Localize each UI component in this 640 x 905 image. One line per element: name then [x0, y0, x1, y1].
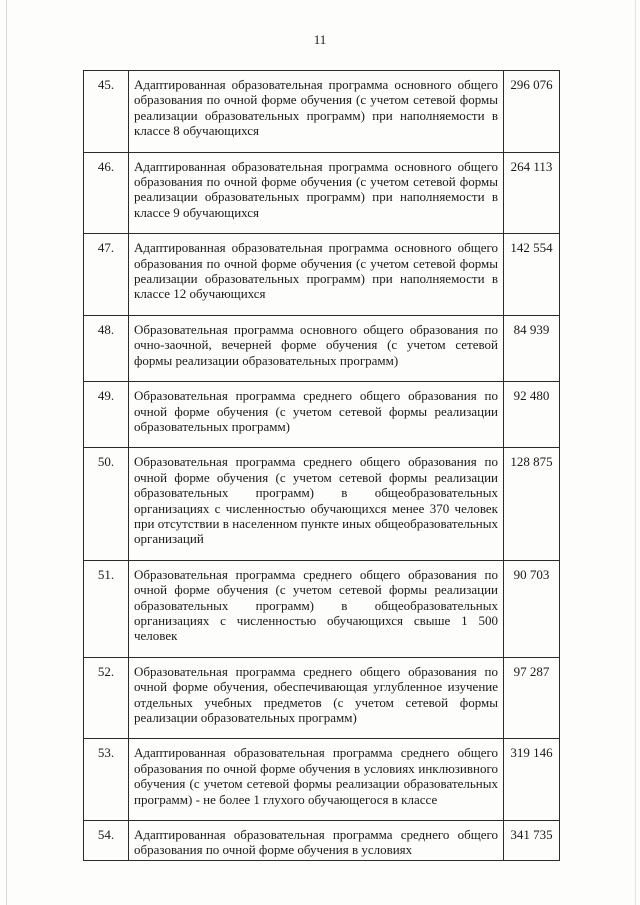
row-number: 47.: [84, 234, 129, 316]
cost-value: 264 113: [504, 152, 560, 234]
table-row: [84, 739, 560, 821]
cost-value: 97 287: [504, 657, 560, 739]
cost-value: 90 703: [504, 560, 560, 657]
cost-value: 92 480: [504, 382, 560, 448]
program-description: Образовательная программа среднего общего образования по очной форме обучения (с учетом сетевой формы реализации образовательных программ) в общеобразовательных организациях с численностью обучающихся свыше 1 500 человек: [129, 560, 504, 657]
row-number: 52.: [84, 657, 129, 739]
scan-edge-right: [635, 0, 636, 905]
table-row: [84, 657, 560, 739]
cost-value: 341 735: [504, 821, 560, 861]
row-number: 46.: [84, 152, 129, 234]
table-row: [84, 152, 560, 234]
cost-value: 296 076: [504, 71, 560, 153]
table-row: [84, 71, 560, 153]
program-description: Адаптированная образовательная программа среднего общего образования по очной форме обучения в условиях инклюзивного обучения (с учетом сетевой формы реализации образовательных программ) - не более 1 глухого обучающегося в классе: [129, 739, 504, 821]
row-number: 49.: [84, 382, 129, 448]
page-number: 11: [313, 32, 327, 47]
row-number: 53.: [84, 739, 129, 821]
row-number: 54.: [84, 821, 129, 861]
table-row: [84, 448, 560, 560]
table-row: [84, 560, 560, 657]
program-description: Образовательная программа основного общего образования по очно-заочной, вечерней форме обучения (с учетом сетевой формы реализации образовательных программ): [129, 315, 504, 381]
row-number: 48.: [84, 315, 129, 381]
tariff-table: [83, 70, 560, 861]
cost-value: 142 554: [504, 234, 560, 316]
row-number: 50.: [84, 448, 129, 560]
table-row: [84, 821, 560, 861]
program-description: Адаптированная образовательная программа основного общего образования по очной форме обучения (с учетом сетевой формы реализации образовательных программ) при наполняемости в классе 9 обучающихся: [129, 152, 504, 234]
table-row: [84, 382, 560, 448]
row-number: 51.: [84, 560, 129, 657]
cost-value: 319 146: [504, 739, 560, 821]
scan-edge-left: [6, 0, 7, 905]
cost-value: 128 875: [504, 448, 560, 560]
program-description: Адаптированная образовательная программа основного общего образования по очной форме обучения (с учетом сетевой формы реализации образовательных программ) при наполняемости в классе 12 обучающихся: [129, 234, 504, 316]
program-description: Адаптированная образовательная программа основного общего образования по очной форме обучения (с учетом сетевой формы реализации образовательных программ) при наполняемости в классе 8 обучающихся: [129, 71, 504, 153]
row-number: 45.: [84, 71, 129, 153]
program-description: Образовательная программа среднего общего образования по очной форме обучения, обеспечивающая углубленное изучение отдельных учебных предметов (с учетом сетевой формы реализации образовательных программ): [129, 657, 504, 739]
table-row: [84, 315, 560, 381]
program-description: Образовательная программа среднего общего образования по очной форме обучения (с учетом сетевой формы реализации образовательных программ): [129, 382, 504, 448]
program-description: Адаптированная образовательная программа среднего общего образования по очной форме обучения в условиях: [129, 821, 504, 861]
cost-value: 84 939: [504, 315, 560, 381]
table-row: [84, 234, 560, 316]
program-description: Образовательная программа среднего общего образования по очной форме обучения (с учетом сетевой формы реализации образовательных программ) в общеобразовательных организациях с численностью обучающихся менее 370 человек при отсутствии в населенном пункте иных общеобразовательных организаций: [129, 448, 504, 560]
